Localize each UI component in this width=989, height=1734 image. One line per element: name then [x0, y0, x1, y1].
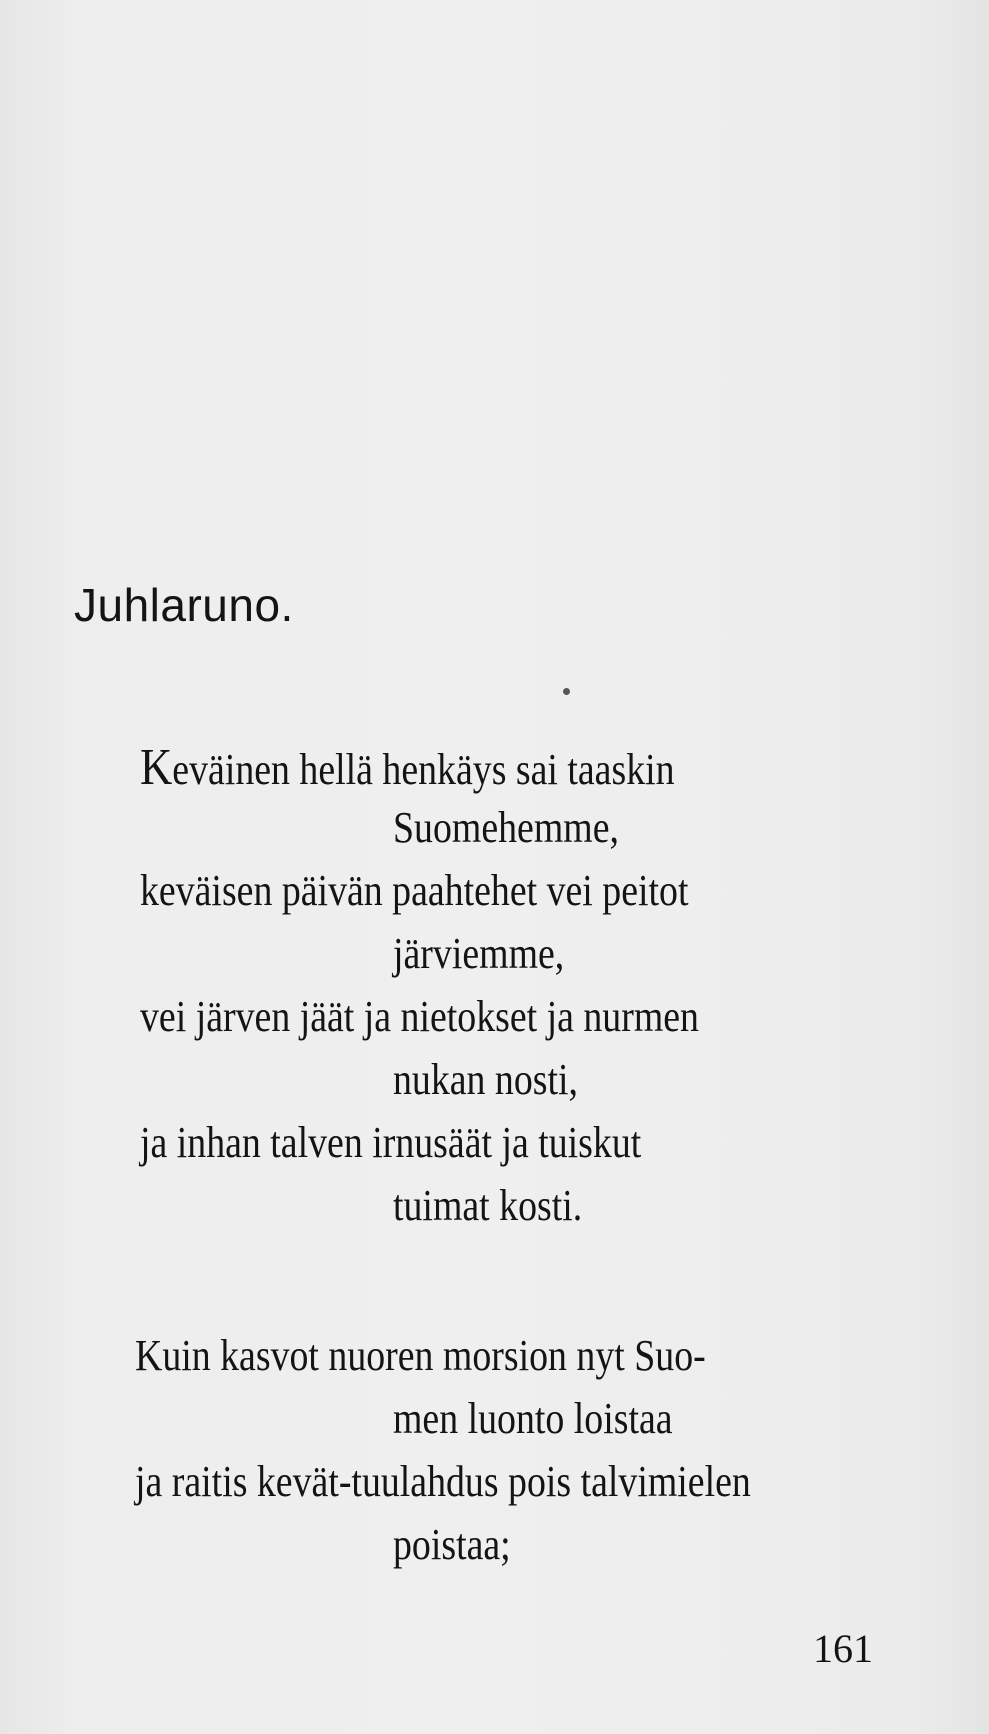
poem-line: nukan nosti, — [393, 1055, 578, 1104]
drop-cap: K — [140, 739, 173, 796]
poem-line: keväisen päivän paahtehet vei peitot — [140, 866, 689, 915]
poem-line: vei järven jäät ja nietokset ja nurmen — [140, 992, 699, 1041]
ink-speck — [563, 688, 570, 695]
poem-line: järviemme, — [393, 929, 565, 978]
poem-line — [140, 738, 675, 797]
poem-line: poistaa; — [393, 1520, 511, 1569]
poem-title: Juhlaruno. — [74, 579, 294, 631]
poem-line: Suomehemme, — [393, 803, 619, 852]
poem-line: tuimat kosti. — [393, 1181, 583, 1230]
poem-line: ja raitis kevät-tuulahdus pois talvimielen — [135, 1457, 751, 1506]
poem-line: men luonto loistaa — [393, 1394, 673, 1443]
poem-line: Kuin kasvot nuoren morsion nyt Suo- — [135, 1331, 706, 1380]
page-number: 161 — [813, 1626, 873, 1671]
line-text: eväinen hellä henkäys sai taaskin — [172, 745, 675, 794]
poem-line: ja inhan talven irnusäät ja tuiskut — [140, 1118, 642, 1167]
